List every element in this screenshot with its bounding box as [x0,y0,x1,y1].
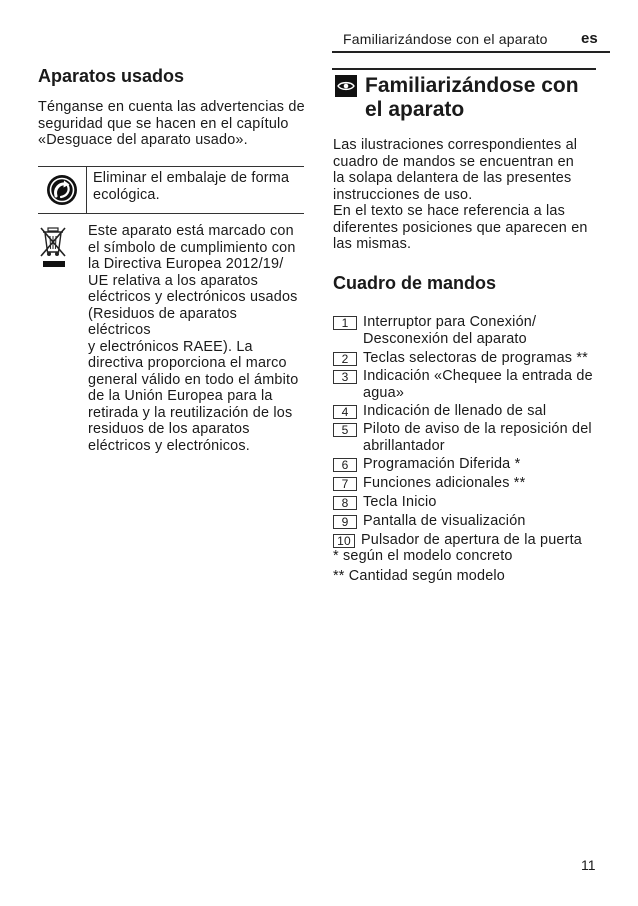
weee-line: eléctricos y electrónicos usados [88,289,298,305]
weee-line: la Directiva Europea 2012/19/ [88,256,284,272]
weee-line: eléctricos y electrónicos. [88,437,250,454]
heading-line: el aparato [365,98,465,121]
item-line: Tecla Inicio [363,494,437,510]
eco-line: ecológica. [93,186,160,203]
intro-line: seguridad que se hacen en el capítulo [38,115,289,132]
item-line: Teclas selectoras de programas ** [363,350,588,366]
item-line: Indicación de llenado de sal [363,403,547,419]
weee-line: general válido en todo el ámbito [88,371,299,388]
paragraph-references [333,203,603,253]
position-number: 2 [333,352,357,366]
position-number: 1 [333,316,357,330]
position-number: 6 [333,458,357,472]
item-line: abrillantador [363,437,445,454]
para-line: las mismas. [333,236,412,252]
intro-line: «Desguace del aparato usado». [38,132,248,148]
para-line: la solapa delantera de las presentes [333,170,572,186]
header-title: Familiarizándose con el aparato [343,31,548,47]
eco-disposal-box [38,166,304,214]
item-line: Desconexión del aparato [363,330,527,347]
recycling-arrow-icon [46,174,78,206]
footnote-model: * según el modelo concreto [333,548,513,564]
para-line: instrucciones de uso. [333,186,473,203]
section-heading [365,74,605,122]
eco-line: Eliminar el embalaje de forma [93,170,290,186]
left-heading: Aparatos usados [38,66,185,86]
weee-line: el símbolo de cumplimiento con [88,239,296,256]
weee-line: residuos de los aparatos [88,421,250,437]
item-line: Pantalla de visualización [363,513,526,529]
weee-line: y electrónicos RAEE). La [88,338,253,355]
weee-line: directiva proporciona el marco [88,355,287,371]
weee-line: retirada y la reutilización de los [88,404,293,421]
page-number: 11 [581,857,596,873]
para-line: En el texto se hace referencia a las [333,203,565,219]
position-number: 3 [333,370,357,384]
position-number: 4 [333,405,357,419]
item-line: Piloto de aviso de la reposición del [363,421,592,437]
para-line: cuadro de mandos se encuentran en [333,153,575,170]
position-number: 7 [333,477,357,491]
weee-line: (Residuos de aparatos eléctricos [88,305,237,338]
paragraph-illustrations [333,137,603,203]
footnote-quantity: ** Cantidad según modelo [333,568,506,584]
item-line: Programación Diferida * [363,456,521,472]
item-line: Interruptor para Conexión/ [363,314,537,330]
heading-line: Familiarizándose con [365,74,579,97]
weee-text [88,223,302,454]
left-intro [38,99,308,149]
weee-line: Este aparato está marcado con [88,223,294,239]
control-panel-heading: Cuadro de mandos [333,273,497,293]
para-line: Las ilustraciones correspondientes al [333,137,578,153]
weee-line: UE relativa a los aparatos [88,272,258,289]
item-line: Indicación «Chequee la entrada de [363,368,593,384]
header-rule [332,51,610,53]
item-line: agua» [363,384,405,401]
position-number: 10 [333,534,355,548]
crossed-out-bin-icon [40,225,68,269]
weee-line: de la Unión Europea para la [88,388,273,404]
info-eye-icon [335,75,357,97]
eco-separator [86,167,87,213]
position-number: 9 [333,515,357,529]
section-rule [332,68,596,70]
position-number: 8 [333,496,357,510]
para-line: diferentes posiciones que aparecen en [333,219,588,236]
language-code: es [581,30,598,47]
intro-line: Ténganse en cuenta las advertencias de [38,99,305,115]
item-line: Funciones adicionales ** [363,475,526,491]
item-line: Pulsador de apertura de la puerta [361,532,583,548]
position-number: 5 [333,423,357,437]
eco-text [93,170,303,203]
